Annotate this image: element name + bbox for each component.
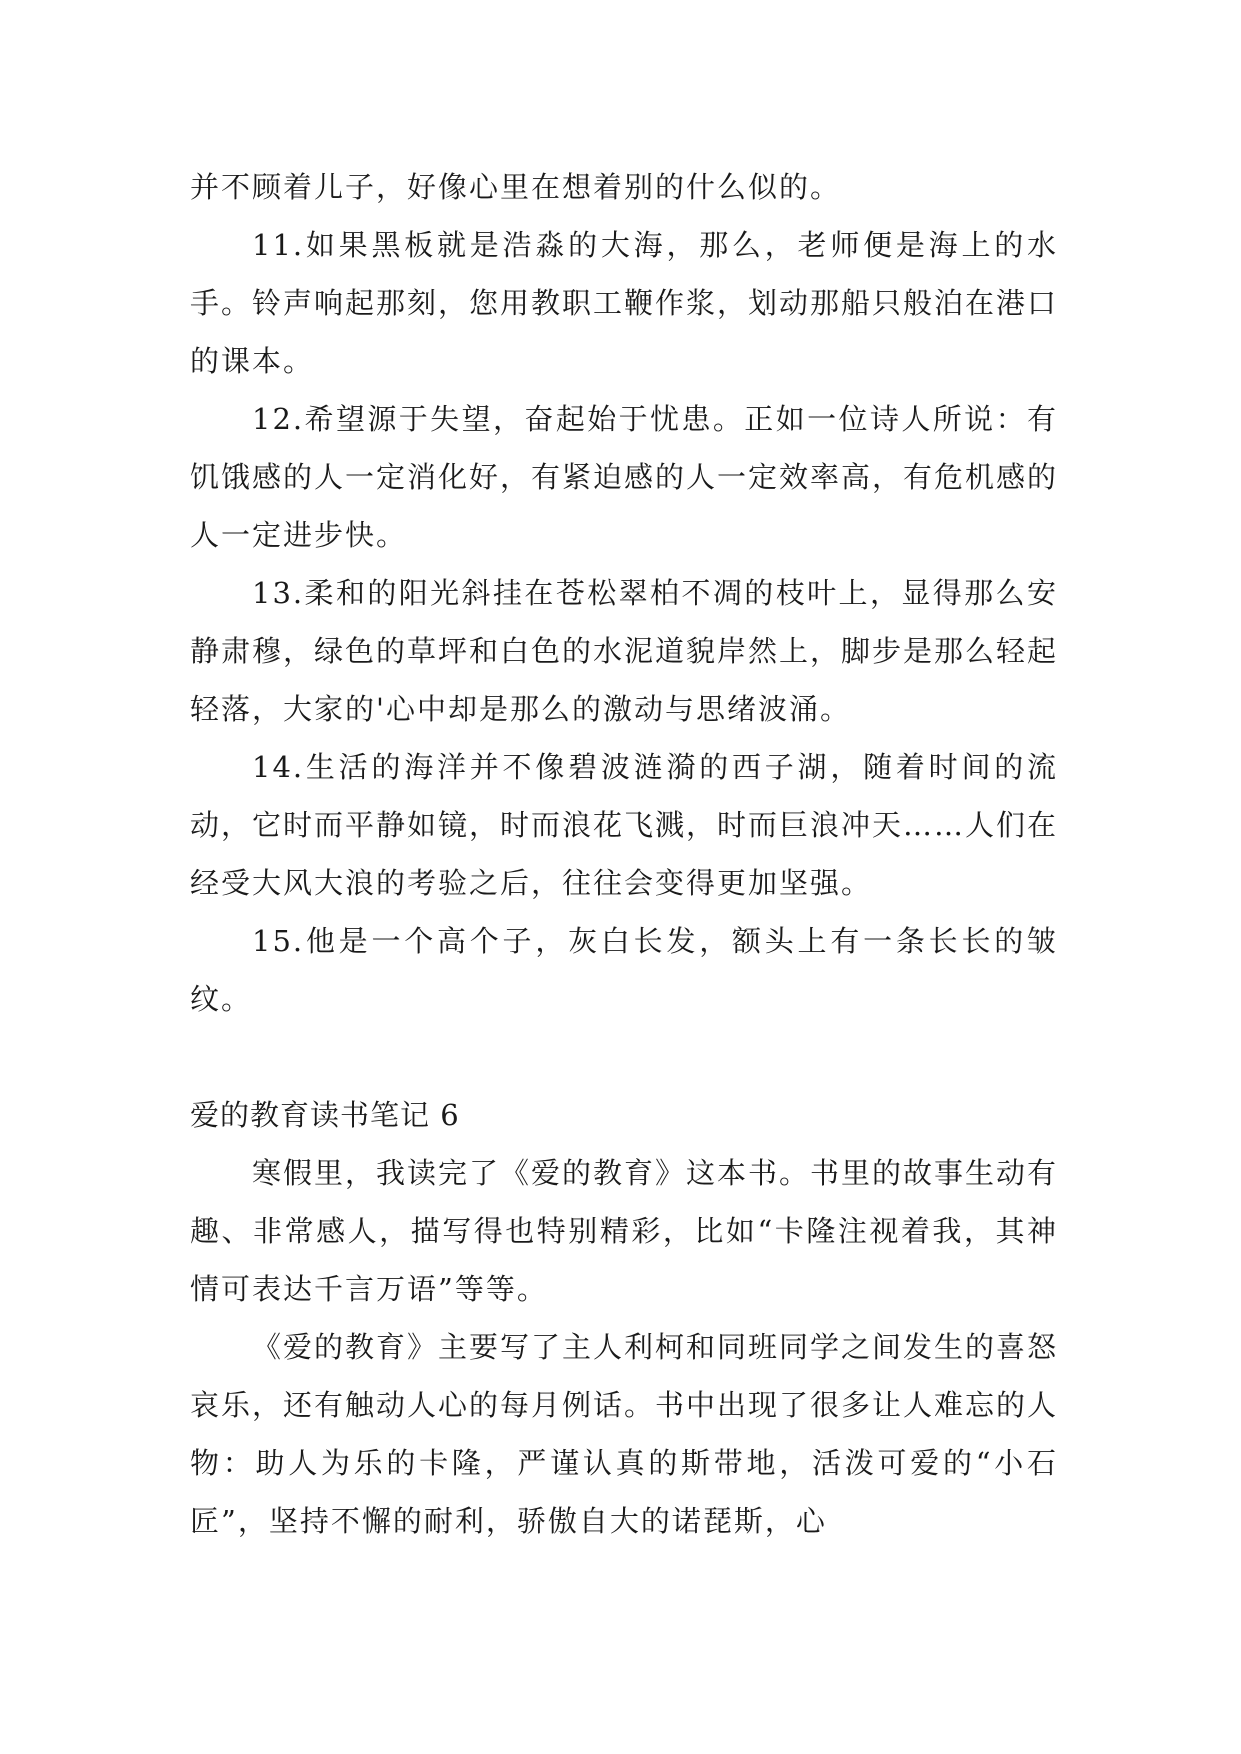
paragraph-intro: 寒假里，我读完了《爱的教育》这本书。书里的故事生动有趣、非常感人，描写得也特别精彩，比如“卡隆注视着我，其神情可表达千言万语”等等。 <box>190 1156 1059 1306</box>
paragraph-item-14: 14.生活的海洋并不像碧波涟漪的西子湖，随着时间的流动，它时而平静如镜，时而浪花飞溅，时而巨浪冲天……人们在经受大风大浪的考验之后，往往会变得更加坚强。 <box>190 750 1059 900</box>
paragraph-item-15: 15.他是一个高个子，灰白长发，额头上有一条长长的皱纹。 <box>190 924 1058 1016</box>
paragraph-item-13: 13.柔和的阳光斜挂在苍松翠柏不凋的枝叶上，显得那么安静肃穆，绿色的草坪和白色的水泥道貌岸然上，脚步是那么轻起轻落，大家的'心中却是那么的激动与思绪波涌。 <box>190 576 1059 726</box>
paragraph-item-11: 11.如果黑板就是浩淼的大海，那么，老师便是海上的水手。铃声响起那刻，您用教职工鞭作浆，划动那船只般泊在港口的课本。 <box>190 228 1059 378</box>
paragraph-continuation: 并不顾着儿子，好像心里在想着别的什么似的。 <box>190 170 842 204</box>
section-title: 爱的教育读书笔记 6 <box>190 1098 460 1132</box>
paragraph-item-12: 12.希望源于失望，奋起始于忧患。正如一位诗人所说：有饥饿感的人一定消化好，有紧迫感的人一定效率高，有危机感的人一定进步快。 <box>190 402 1059 552</box>
document-body <box>190 158 1058 1550</box>
paragraph-summary: 《爱的教育》主要写了主人利柯和同班同学之间发生的喜怒哀乐，还有触动人心的每月例话。书中出现了很多让人难忘的人物：助人为乐的卡隆，严谨认真的斯带地，活泼可爱的“小石匠”，坚持不懈的耐利，骄傲自大的诺琵斯，心 <box>190 1330 1059 1538</box>
section-spacer <box>190 1028 1058 1086</box>
